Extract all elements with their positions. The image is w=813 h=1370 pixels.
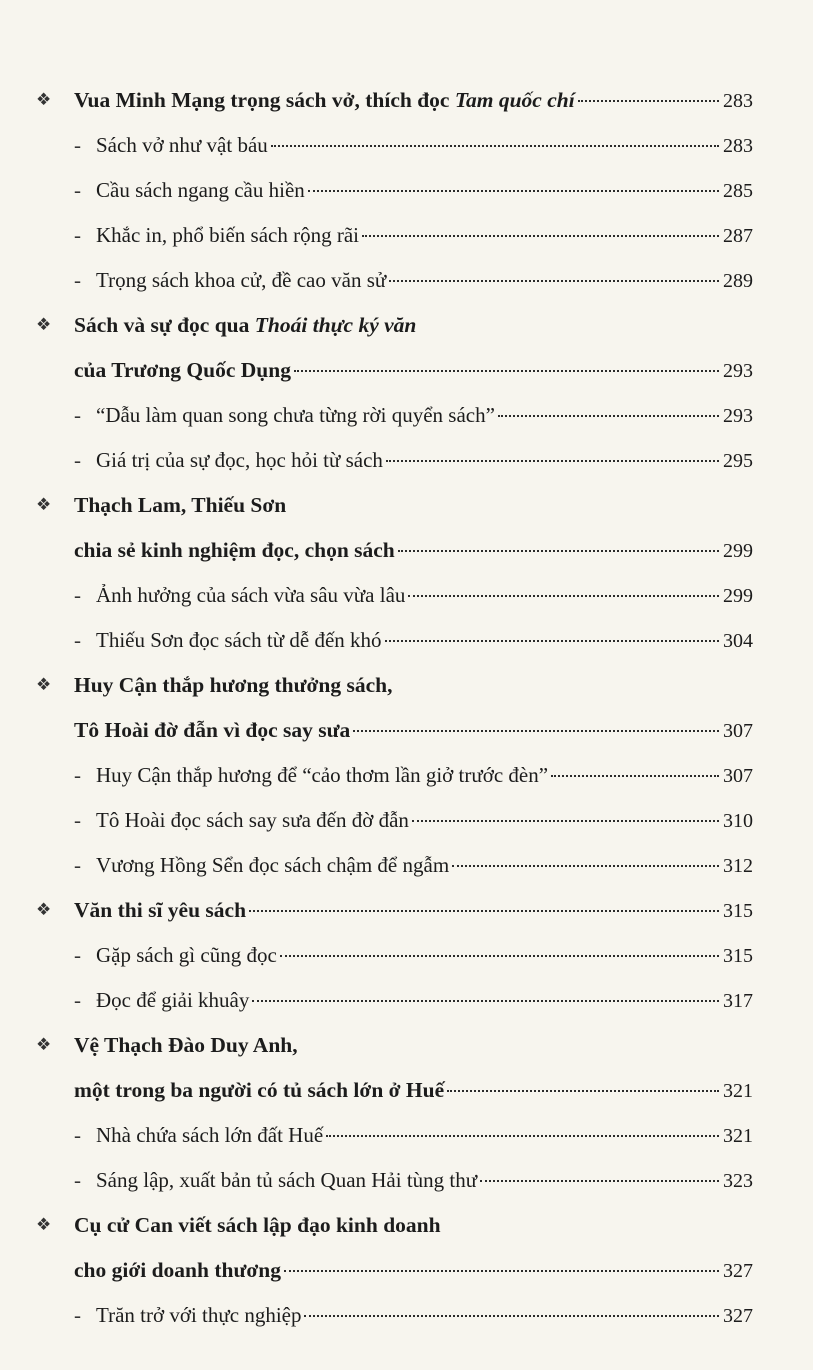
page-number: 327: [723, 1260, 753, 1282]
dot-leader: [551, 775, 719, 777]
dot-leader: [386, 460, 719, 462]
dot-leader: [452, 865, 719, 867]
toc-section-title-italic: Tam quốc chí: [454, 88, 575, 112]
toc-subentry: [0, 395, 813, 435]
dot-leader: [284, 1270, 719, 1272]
toc-subentry: [0, 170, 813, 210]
toc-section-title-text: Vua Minh Mạng trọng sách vở, thích đọc: [74, 88, 455, 112]
dot-leader: [271, 145, 719, 147]
page-number: 285: [723, 180, 753, 202]
toc-section-title-italic: Thoái thực ký văn: [254, 313, 417, 337]
dash-marker: -: [74, 1168, 81, 1192]
page-number: 293: [723, 405, 753, 427]
toc-subentry-title: Trăn trở với thực nghiệp: [96, 1303, 302, 1327]
toc-subentry: [0, 1115, 813, 1155]
toc-section-title-text: của Trương Quốc Dụng: [74, 358, 291, 382]
toc-section-line: [0, 350, 813, 390]
toc-section-title: [74, 1205, 441, 1245]
page-number: 315: [723, 900, 753, 922]
toc-subentry-title: Huy Cận thắp hương để “cảo thơm lần giở trước đèn”: [96, 763, 549, 787]
page-number: 289: [723, 270, 753, 292]
dash-marker: -: [74, 1303, 81, 1327]
toc-section-title: [74, 1070, 444, 1110]
diamond-ornament-icon: ❖: [36, 1215, 52, 1234]
toc-subentry: [0, 620, 813, 660]
toc-subentry-title: Gặp sách gì cũng đọc: [96, 943, 277, 967]
dash-marker: -: [74, 988, 81, 1012]
toc-section-title: [74, 665, 392, 705]
page-number: 299: [723, 540, 753, 562]
toc-subentry-title: Sách vở như vật báu: [96, 133, 268, 157]
toc-section-line: [0, 1070, 813, 1110]
toc-section-title: [74, 80, 575, 120]
toc-subentry-title: Cầu sách ngang cầu hiền: [96, 178, 305, 202]
toc-section-line: [0, 305, 813, 345]
toc-subentry-title: Khắc in, phổ biến sách rộng rãi: [96, 223, 360, 247]
dot-leader: [398, 550, 719, 552]
toc-subentry-title: Đọc để giải khuây: [96, 988, 250, 1012]
dot-leader: [252, 1000, 719, 1002]
page-number: 287: [723, 225, 753, 247]
page-number: 283: [723, 135, 753, 157]
dot-leader: [308, 190, 719, 192]
toc-section-title: [74, 485, 286, 525]
toc-section-title-text: cho giới doanh thương: [74, 1258, 281, 1282]
toc-section-title-text: một trong ba người có tủ sách lớn ở Huế: [74, 1078, 445, 1102]
diamond-ornament-icon: ❖: [36, 315, 52, 334]
toc-section-line: [0, 665, 813, 705]
page-number: 310: [723, 810, 753, 832]
toc-section-title-text: chia sẻ kinh nghiệm đọc, chọn sách: [74, 538, 395, 562]
toc-section-title: [74, 890, 246, 930]
dash-marker: -: [74, 808, 81, 832]
dot-leader: [498, 415, 719, 417]
toc-section-line: [0, 890, 813, 930]
toc-subentry-title: Vương Hồng Sển đọc sách chậm để ngẫm: [96, 853, 450, 877]
dash-marker: -: [74, 268, 81, 292]
page-number: 317: [723, 990, 753, 1012]
dot-leader: [353, 730, 719, 732]
toc-subentry: [0, 755, 813, 795]
diamond-ornament-icon: ❖: [36, 900, 52, 919]
dash-marker: -: [74, 133, 81, 157]
toc-subentry-title: Trọng sách khoa cử, đề cao văn sử: [96, 268, 387, 292]
dot-leader: [389, 280, 719, 282]
toc-section-title: [74, 1250, 281, 1290]
toc-subentry: [0, 260, 813, 300]
toc-section-line: [0, 710, 813, 750]
toc-section-title: [74, 350, 291, 390]
toc-section-line: [0, 1025, 813, 1065]
page-number: 293: [723, 360, 753, 382]
diamond-ornament-icon: ❖: [36, 675, 52, 694]
toc-section-title: [74, 1025, 298, 1065]
diamond-ornament-icon: ❖: [36, 90, 52, 109]
page-number: 327: [723, 1305, 753, 1327]
dot-leader: [385, 640, 719, 642]
dash-marker: -: [74, 763, 81, 787]
toc-section-title: [74, 305, 416, 345]
toc-subentry: [0, 440, 813, 480]
toc-subentry: [0, 1160, 813, 1200]
page-number: 304: [723, 630, 753, 652]
toc-section-line: [0, 80, 813, 120]
toc-subentry: [0, 215, 813, 255]
toc-subentry-title: “Dẫu làm quan song chưa từng rời quyển sách”: [96, 403, 495, 427]
dash-marker: -: [74, 178, 81, 202]
dot-leader: [480, 1180, 719, 1182]
toc-subentry: [0, 125, 813, 165]
dash-marker: -: [74, 628, 81, 652]
toc-subentry: [0, 575, 813, 615]
diamond-ornament-icon: ❖: [36, 495, 52, 514]
page-number: 312: [723, 855, 753, 877]
toc-subentry: [0, 1295, 813, 1335]
toc-section-title-text: Vệ Thạch Đào Duy Anh,: [74, 1033, 298, 1057]
toc-section-title: [74, 530, 395, 570]
dash-marker: -: [74, 583, 81, 607]
dot-leader: [249, 910, 719, 912]
toc-subentry-title: Thiếu Sơn đọc sách từ dễ đến khó: [96, 628, 382, 652]
page-number: 307: [723, 720, 753, 742]
dot-leader: [326, 1135, 719, 1137]
toc-section-title-text: Cụ cử Can viết sách lập đạo kinh doanh: [74, 1213, 441, 1237]
page-number: 295: [723, 450, 753, 472]
toc-subentry-title: Ảnh hưởng của sách vừa sâu vừa lâu: [96, 583, 406, 607]
toc-subentry: [0, 980, 813, 1020]
toc-subentry-title: Tô Hoài đọc sách say sưa đến đờ đẫn: [96, 808, 409, 832]
toc-subentry: [0, 800, 813, 840]
dash-marker: -: [74, 448, 81, 472]
dot-leader: [447, 1090, 719, 1092]
toc-section-title-text: Thạch Lam, Thiếu Sơn: [74, 493, 287, 517]
toc-section-title: [74, 710, 350, 750]
dot-leader: [280, 955, 719, 957]
toc-subentry: [0, 935, 813, 975]
toc-section-line: [0, 1250, 813, 1290]
dot-leader: [412, 820, 719, 822]
dot-leader: [408, 595, 719, 597]
dot-leader: [294, 370, 719, 372]
toc-section-title-text: Tô Hoài đờ đẫn vì đọc say sưa: [74, 718, 351, 742]
toc-section-line: [0, 485, 813, 525]
toc-section-title-text: Văn thi sĩ yêu sách: [74, 898, 247, 922]
page-number: 299: [723, 585, 753, 607]
toc-section-title-text: Huy Cận thắp hương thưởng sách,: [74, 673, 393, 697]
toc-subentry: [0, 845, 813, 885]
page-number: 321: [723, 1125, 753, 1147]
toc-section-line: [0, 530, 813, 570]
dot-leader: [304, 1315, 719, 1317]
diamond-ornament-icon: ❖: [36, 1035, 52, 1054]
page-number: 323: [723, 1170, 753, 1192]
toc-subentry-title: Giá trị của sự đọc, học hỏi từ sách: [96, 448, 383, 472]
page-number: 315: [723, 945, 753, 967]
page-number: 321: [723, 1080, 753, 1102]
dash-marker: -: [74, 943, 81, 967]
dash-marker: -: [74, 853, 81, 877]
dot-leader: [578, 100, 719, 102]
page-number: 307: [723, 765, 753, 787]
toc-section-title-text: Sách và sự đọc qua: [74, 313, 255, 337]
toc-subentry-title: Sáng lập, xuất bản tủ sách Quan Hải tùng thư: [96, 1168, 478, 1192]
dash-marker: -: [74, 1123, 81, 1147]
dash-marker: -: [74, 403, 81, 427]
dot-leader: [362, 235, 719, 237]
toc-section-line: [0, 1205, 813, 1245]
page-number: 283: [723, 90, 753, 112]
toc-subentry-title: Nhà chứa sách lớn đất Huế: [96, 1123, 324, 1147]
dash-marker: -: [74, 223, 81, 247]
